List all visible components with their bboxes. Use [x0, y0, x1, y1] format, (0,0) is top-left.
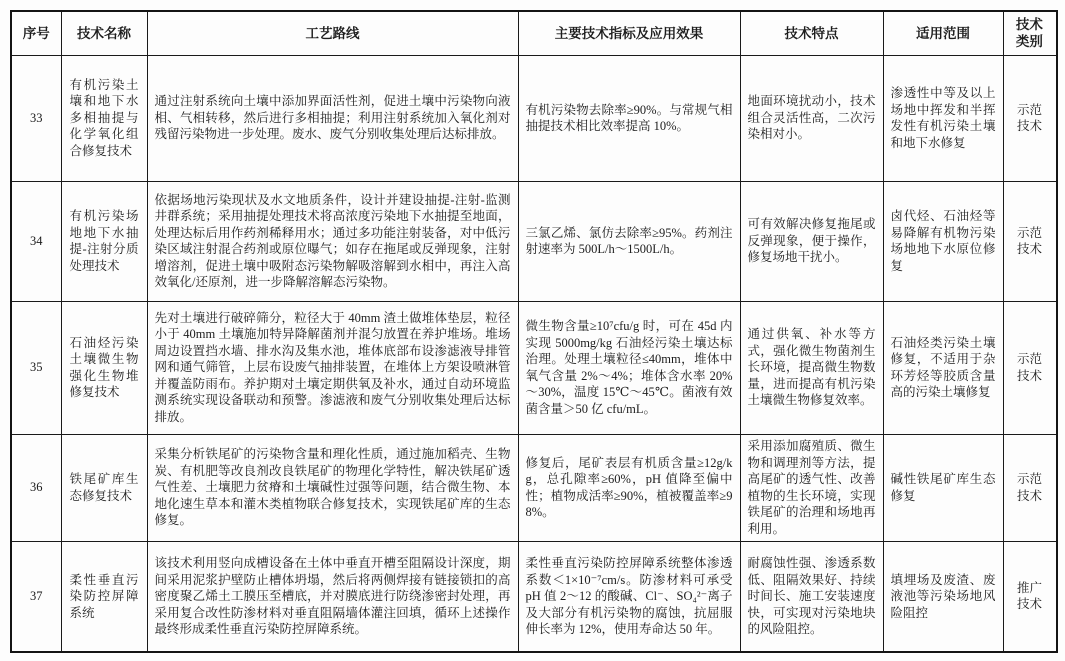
remediation-technology-table: [10, 10, 1058, 653]
table-header-row: [11, 11, 1057, 55]
table-row: [11, 541, 1057, 652]
cell-process-route: 依据场地污染现状及水文地质条件，设计并建设抽提-注射-监测井群系统；采用抽提处理技术将高浓度污染地下水抽提至地面，处理达标后用作药剂稀释用水；通过多功能注射装备，对中低污染区域注射混合药剂或原位曝气；如存在拖尾或反弹现象，注射增溶剂，促进土壤中吸附态污染物解吸溶解到水相中，再注入高效氧化/还原剂，进一步降解溶解态污染物。: [147, 181, 518, 301]
cell-process-route: 通过注射系统向土壤中添加界面活性剂，促进土壤中污染物向液相、气相转移，然后进行多相抽提；利用注射系统加入氧化剂对残留污染物进一步处理。废水、废气分别收集处理后达标排放。: [147, 55, 518, 181]
cell-index: 36: [11, 434, 61, 541]
category-label: 推广技术: [1016, 580, 1042, 612]
table-row: [11, 301, 1057, 434]
cell-features: 通过供氧、补水等方式，强化微生物菌剂生长环境，提高微生物数量，进而提高有机污染土壤微生物修复效率。: [740, 301, 883, 434]
cell-tech-name: 有机污染土壤和地下水多相抽提与化学氧化组合修复技术: [61, 55, 147, 181]
col-header-indicators: 主要技术指标及应用效果: [518, 11, 740, 55]
cell-scope: 卤代烃、石油烃等易降解有机物污染场地地下水原位修复: [883, 181, 1003, 301]
cell-process-route: 该技术利用竖向成槽设备在土体中垂直开槽至阻隔设计深度，期间采用泥浆护壁防止槽体坍塌，然后将两侧焊接有链接锁扣的高密度聚乙烯土工膜压至槽底，并对膜底进行防绕渗密封处理，再采用复合改性防渗材料对垂直阻隔墙体灌注回填，循环上述操作最终形成柔性垂直污染防控屏障系统。: [147, 541, 518, 652]
category-label: 示范技术: [1016, 225, 1042, 256]
cell-process-route: 采集分析铁尾矿的污染物含量和理化性质，通过施加稻壳、生物炭、有机肥等改良剂改良铁尾矿的物理化学特性，解决铁尾矿透气性差、土壤肥力贫瘠和土壤碱性过强等问题，结合微生物、本地化速生草本和灌木类植物联合修复技术，实现铁尾矿库的生态修复。: [147, 434, 518, 541]
cell-category: [1003, 541, 1057, 652]
cell-scope: 碱性铁尾矿库生态修复: [883, 434, 1003, 541]
table-row: [11, 434, 1057, 541]
cell-indicators: 三氯乙烯、氯仿去除率≥95%。药剂注射速率为 500L/h～1500L/h。: [518, 181, 740, 301]
cell-features: 采用添加腐殖质、微生物和调理剂等方法，提高尾矿的透气性、改善植物的生长环境，实现铁尾矿的治理和场地再利用。: [740, 434, 883, 541]
table-row: [11, 181, 1057, 301]
col-header-scope: 适用范围: [883, 11, 1003, 55]
cell-tech-name: 柔性垂直污染防控屏障系统: [61, 541, 147, 652]
cell-category: [1003, 181, 1057, 301]
cell-tech-name: 石油烃污染土壤微生物强化生物堆修复技术: [61, 301, 147, 434]
col-header-features: 技术特点: [740, 11, 883, 55]
cell-scope: 填埋场及废渣、废液池等污染场地风险阻控: [883, 541, 1003, 652]
cell-scope: 渗透性中等及以上场地中挥发和半挥发性有机污染土壤和地下水修复: [883, 55, 1003, 181]
col-header-index: 序号: [11, 11, 61, 55]
category-label: 示范技术: [1016, 472, 1042, 503]
col-header-process-route: 工艺路线: [147, 11, 518, 55]
cell-scope: 石油烃类污染土壤修复，不适用于杂环芳烃等胶质含量高的污染土壤修复: [883, 301, 1003, 434]
cell-indicators: 微生物含量≥10⁷cfu/g 时，可在 45d 内实现 5000mg/kg 石油烃污染土壤达标治理。处理土壤粒径≤40mm，堆体中氧气含量 2%～4%；堆体含水率 20%～30%，温度 15℃～45℃。菌液有效菌含量＞50 亿 cfu/mL。: [518, 301, 740, 434]
cell-indicators: 柔性垂直污染防控屏障系统整体渗透系数＜1×10⁻⁷cm/s。防渗材料可承受 pH 值 2～12 的酸碱、Cl⁻、SO₄²⁻离子及大部分有机污染物的腐蚀，抗屈服伸长率为 12%，使用寿命达 50 年。: [518, 541, 740, 652]
cell-index: 33: [11, 55, 61, 181]
col-header-category: [1003, 11, 1057, 55]
cell-category: [1003, 55, 1057, 181]
category-label: 示范技术: [1016, 102, 1042, 133]
cell-features: 耐腐蚀性强、渗透系数低、阻隔效果好、持续时间长、施工安装速度快，可实现对污染地块的风险阻控。: [740, 541, 883, 652]
cell-indicators: 修复后，尾矿表层有机质含量≥12g/kg，总孔隙率≥60%，pH 值降至偏中性；植物成活率≥90%，植被覆盖率≥98%。: [518, 434, 740, 541]
cell-index: 35: [11, 301, 61, 434]
col-header-category-label: 技术类别: [1015, 17, 1043, 50]
cell-features: 地面环境扰动小，技术组合灵活性高，二次污染相对小。: [740, 55, 883, 181]
cell-features: 可有效解决修复拖尾或反弹现象，便于操作，修复场地干扰小。: [740, 181, 883, 301]
category-label: 示范技术: [1016, 352, 1042, 383]
cell-index: 34: [11, 181, 61, 301]
cell-tech-name: 铁尾矿库生态修复技术: [61, 434, 147, 541]
cell-category: [1003, 434, 1057, 541]
cell-indicators: 有机污染物去除率≥90%。与常规气相抽提技术相比效率提高 10%。: [518, 55, 740, 181]
table-row: [11, 55, 1057, 181]
cell-process-route: 先对土壤进行破碎筛分，粒径大于 40mm 渣土做堆体垫层，粒径小于 40mm 土壤施加特异降解菌剂并混匀放置在养护堆场。堆场周边设置挡水墙、排水沟及集水池，堆体底部布设渗滤液导排管网和通气筛管，上层布设废气抽排装置，在堆体上方架设喷淋管并覆盖防雨布。养护期对土壤定期供氧及补水，通过自动环境监测系统实现设备联动和预警。渗滤液和废气分别收集处理后达标排放。: [147, 301, 518, 434]
cell-tech-name: 有机污染场地地下水抽提-注射分质处理技术: [61, 181, 147, 301]
col-header-tech-name: 技术名称: [61, 11, 147, 55]
cell-index: 37: [11, 541, 61, 652]
cell-category: [1003, 301, 1057, 434]
